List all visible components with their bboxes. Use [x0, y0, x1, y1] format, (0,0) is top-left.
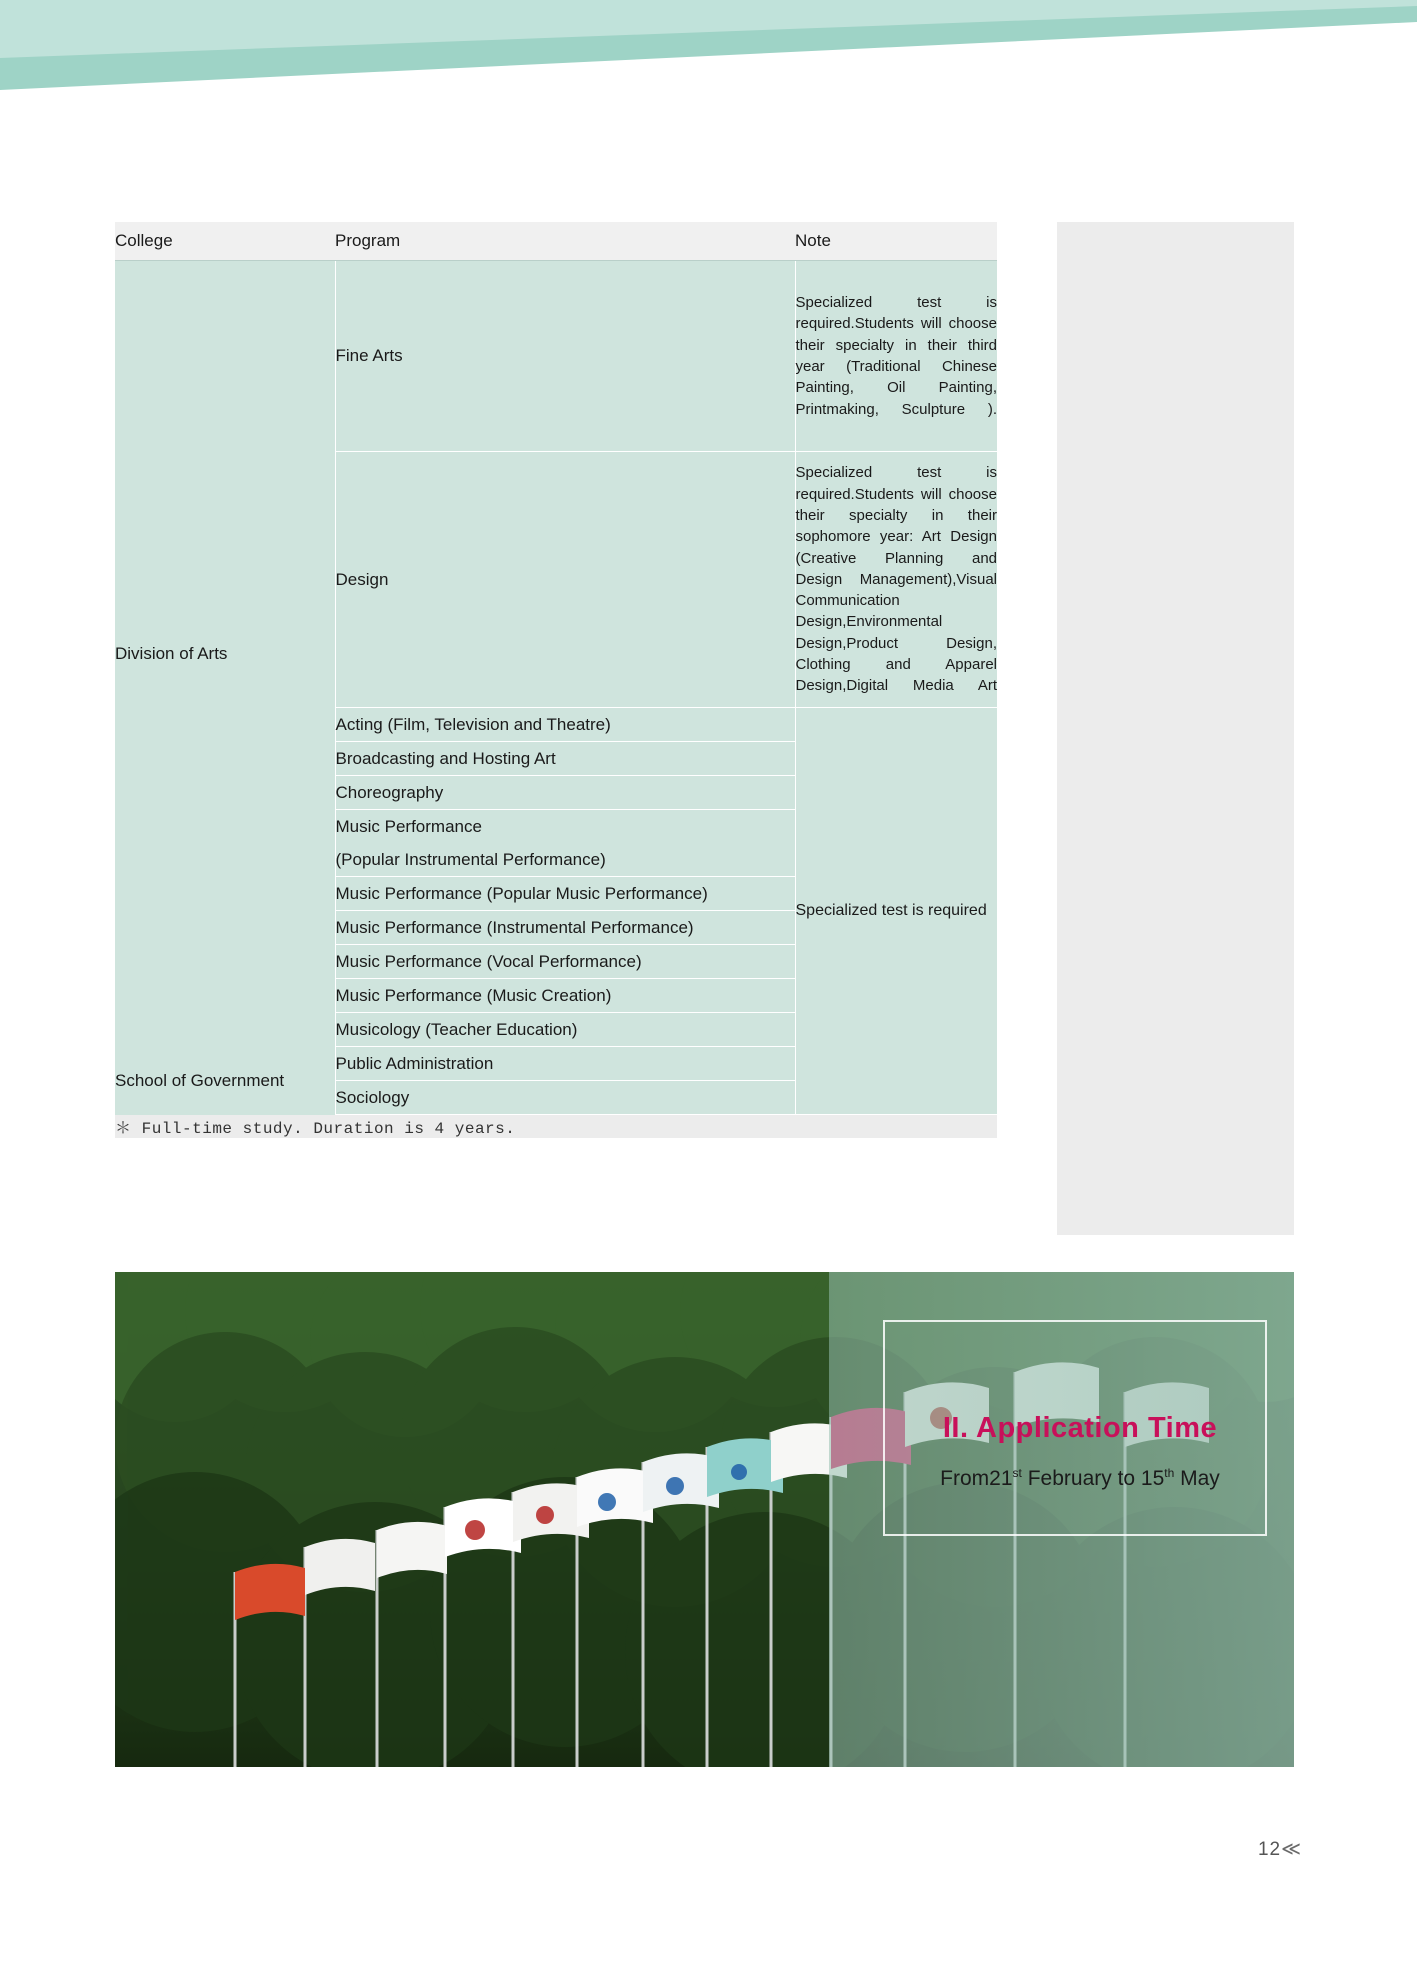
cell-note-fine-arts: Specialized test is required.Students will choose their specialty in their third year (Traditional Chinese Painting, Oil Painting, Printmaking, Sculpture ).	[795, 261, 997, 452]
table-footnote: ＊ Full-time study. Duration is 4 years.	[115, 1115, 997, 1139]
column-header-college: College	[115, 222, 335, 261]
cell-program-public-administration: Public Administration	[335, 1047, 795, 1081]
application-period	[895, 1466, 1265, 1491]
table-footnote-row	[115, 1115, 997, 1139]
cell-program-music-creation: Music Performance (Music Creation)	[335, 979, 795, 1013]
page-marker-icon: ≪	[1281, 1839, 1302, 1860]
cell-program-musicology: Musicology (Teacher Education)	[335, 1013, 795, 1047]
table-header-row	[115, 222, 997, 261]
application-period-prefix: From21	[940, 1467, 1013, 1490]
column-header-program: Program	[335, 222, 795, 261]
flags-photo-banner	[115, 1272, 1294, 1767]
cell-program-sociology: Sociology	[335, 1081, 795, 1115]
table-row	[115, 261, 997, 452]
page-number	[1258, 1838, 1302, 1861]
programs-table-container	[115, 222, 997, 1138]
cell-college-arts: Division of Arts	[115, 261, 335, 1047]
cell-note-specialized-test: Specialized test is required	[795, 708, 997, 1115]
section-title-application-time: II. Application Time	[942, 1412, 1218, 1444]
ordinal-th: th	[1164, 1466, 1175, 1480]
ordinal-st: st	[1012, 1466, 1022, 1480]
cell-program-acting: Acting (Film, Television and Theatre)	[335, 708, 795, 742]
cell-program-broadcasting: Broadcasting and Hosting Art	[335, 742, 795, 776]
application-period-suffix: May	[1174, 1467, 1220, 1490]
cell-program-design: Design	[335, 452, 795, 708]
column-header-note: Note	[795, 222, 997, 261]
cell-program-vocal: Music Performance (Vocal Performance)	[335, 945, 795, 979]
cell-program-popular-music: Music Performance (Popular Music Performance)	[335, 877, 795, 911]
cell-college-government: School of Government	[115, 1047, 335, 1115]
cell-note-design: Specialized test is required.Students will choose their specialty in their sophomore year: Art Design (Creative Planning and Design Management),Visual Communication Design,Environmental Design,Product Design, Clothing and Apparel Design,Digital Media Art	[795, 452, 997, 708]
cell-program-choreography: Choreography	[335, 776, 795, 810]
side-panel	[1057, 222, 1294, 1235]
cell-program-music-performance: Music Performance	[335, 810, 795, 844]
page-number-value: 12	[1257, 1839, 1282, 1860]
cell-program-popular-instrumental: (Popular Instrumental Performance)	[335, 843, 795, 877]
cell-program-fine-arts: Fine Arts	[335, 261, 795, 452]
cell-program-instrumental: Music Performance (Instrumental Performance)	[335, 911, 795, 945]
programs-table	[115, 222, 997, 1138]
top-decorative-banner	[0, 0, 1417, 100]
application-period-mid: February to 15	[1021, 1467, 1165, 1490]
